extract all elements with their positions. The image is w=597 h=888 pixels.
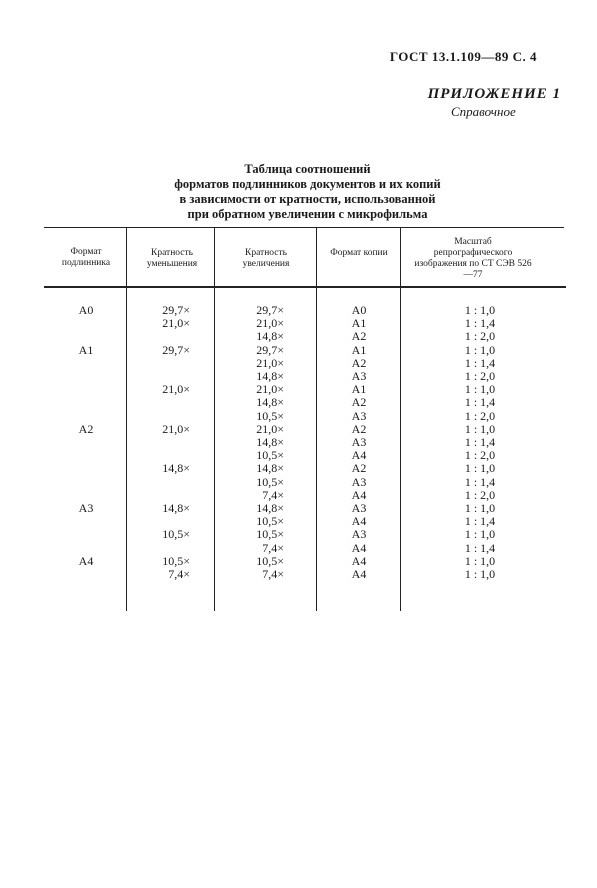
cell-scale: 1 : 2,0 xyxy=(464,329,496,344)
cell-enlargement-ratio: 10,5× xyxy=(256,527,284,542)
cell-enlargement-ratio: 29,7× xyxy=(256,303,284,317)
cell-copy-format: А4 xyxy=(351,540,367,555)
cell-enlargement-ratio: 21,0× xyxy=(256,355,284,370)
table-top-rule xyxy=(44,227,564,228)
cell-scale: 1 : 1,4 xyxy=(464,395,496,410)
cell-enlargement-ratio: 14,8× xyxy=(256,369,284,383)
cell-enlargement-ratio: 14,8× xyxy=(256,329,284,344)
cell-enlargement-ratio: 10,5× xyxy=(256,474,284,489)
cell-enlargement-ratio: 14,8× xyxy=(256,461,284,476)
cell-copy-format: А4 xyxy=(351,448,367,463)
appendix-title: ПРИЛОЖЕНИЕ 1 xyxy=(427,86,561,102)
column-divider-3 xyxy=(316,227,317,611)
cell-enlargement-ratio: 7,4× xyxy=(262,487,284,502)
cell-original-format: А3 xyxy=(78,501,94,515)
cell-copy-format: А2 xyxy=(351,461,367,476)
cell-scale: 1 : 1,0 xyxy=(464,421,496,436)
cell-copy-format: А4 xyxy=(351,553,367,568)
cell-reduction-ratio: 21,0× xyxy=(162,316,190,331)
cell-copy-format: А3 xyxy=(351,408,367,423)
table-title-line-4: при обратном увеличении с микрофильма xyxy=(187,207,428,221)
cell-scale: 1 : 1,0 xyxy=(464,303,496,317)
cell-enlargement-ratio: 21,0× xyxy=(256,316,284,331)
cell-enlargement-ratio: 10,5× xyxy=(256,408,284,423)
cell-enlargement-ratio: 14,8× xyxy=(256,395,284,410)
cell-enlargement-ratio: 29,7× xyxy=(256,342,284,357)
table-header-rule xyxy=(44,286,566,288)
col-header-original-format: Формат подлинника xyxy=(61,247,111,268)
cell-reduction-ratio: 21,0× xyxy=(162,382,190,397)
cell-scale: 1 : 2,0 xyxy=(464,448,496,463)
cell-reduction-ratio: 29,7× xyxy=(162,303,190,317)
cell-copy-format: А3 xyxy=(351,435,367,449)
col-header-scale: Масштаб репрографического изображения по СТ СЭВ 526—77 xyxy=(414,237,532,280)
cell-scale: 1 : 2,0 xyxy=(464,487,496,502)
cell-original-format: А0 xyxy=(78,303,94,317)
cell-copy-format: А3 xyxy=(351,527,367,542)
col-header-enlargement: Кратность увеличения xyxy=(242,248,290,269)
cell-copy-format: А2 xyxy=(351,355,367,370)
cell-original-format: А4 xyxy=(78,553,94,568)
cell-enlargement-ratio: 10,5× xyxy=(256,553,284,568)
cell-scale: 1 : 1,0 xyxy=(464,501,496,515)
cell-copy-format: А2 xyxy=(351,421,367,436)
table-title-line-2: форматов подлинников документов и их копий xyxy=(174,177,441,191)
cell-reduction-ratio: 29,7× xyxy=(162,342,190,357)
standard-header: ГОСТ 13.1.109—89 С. 4 xyxy=(389,49,537,64)
cell-enlargement-ratio: 10,5× xyxy=(256,514,284,529)
cell-reduction-ratio: 7,4× xyxy=(168,567,190,581)
cell-copy-format: А2 xyxy=(351,329,367,344)
cell-copy-format: А3 xyxy=(351,474,367,489)
cell-scale: 1 : 2,0 xyxy=(464,408,496,423)
cell-scale: 1 : 1,0 xyxy=(464,342,496,357)
cell-original-format: А2 xyxy=(78,421,94,436)
cell-copy-format: А2 xyxy=(351,395,367,410)
cell-reduction-ratio: 10,5× xyxy=(162,527,190,542)
cell-enlargement-ratio: 14,8× xyxy=(256,435,284,449)
cell-reduction-ratio: 14,8× xyxy=(162,461,190,476)
cell-enlargement-ratio: 7,4× xyxy=(262,567,284,581)
table-title-line-1: Таблица соотношений xyxy=(244,162,371,176)
cell-copy-format: А3 xyxy=(351,501,367,515)
cell-enlargement-ratio: 7,4× xyxy=(262,540,284,555)
cell-scale: 1 : 1,4 xyxy=(464,435,496,449)
cell-copy-format: А4 xyxy=(351,487,367,502)
cell-scale: 1 : 1,4 xyxy=(464,514,496,529)
cell-copy-format: А0 xyxy=(351,303,367,317)
column-divider-1 xyxy=(126,227,127,611)
cell-copy-format: А1 xyxy=(351,316,367,331)
cell-scale: 1 : 1,0 xyxy=(464,461,496,476)
cell-copy-format: А3 xyxy=(351,369,367,383)
cell-reduction-ratio: 14,8× xyxy=(162,501,190,515)
cell-enlargement-ratio: 21,0× xyxy=(256,382,284,397)
cell-scale: 1 : 1,0 xyxy=(464,567,496,581)
cell-scale: 1 : 1,4 xyxy=(464,316,496,331)
cell-reduction-ratio: 21,0× xyxy=(162,421,190,436)
cell-scale: 1 : 1,0 xyxy=(464,527,496,542)
cell-reduction-ratio: 10,5× xyxy=(162,553,190,568)
cell-copy-format: А1 xyxy=(351,382,367,397)
cell-scale: 1 : 1,0 xyxy=(464,553,496,568)
cell-copy-format: А4 xyxy=(351,514,367,529)
col-header-copy-format: Формат копии xyxy=(330,248,388,258)
column-divider-4 xyxy=(400,227,401,611)
cell-copy-format: А4 xyxy=(351,567,367,581)
table-title xyxy=(0,162,597,222)
cell-original-format: А1 xyxy=(78,342,94,357)
cell-scale: 1 : 1,4 xyxy=(464,355,496,370)
appendix-type: Справочное xyxy=(451,104,516,119)
cell-enlargement-ratio: 10,5× xyxy=(256,448,284,463)
cell-scale: 1 : 1,4 xyxy=(464,474,496,489)
table-title-line-3: в зависимости от кратности, использованной xyxy=(179,192,436,206)
cell-scale: 1 : 1,4 xyxy=(464,540,496,555)
cell-copy-format: А1 xyxy=(351,342,367,357)
cell-enlargement-ratio: 14,8× xyxy=(256,501,284,515)
cell-enlargement-ratio: 21,0× xyxy=(256,421,284,436)
cell-scale: 1 : 1,0 xyxy=(464,382,496,397)
cell-scale: 1 : 2,0 xyxy=(464,369,496,383)
col-header-reduction: Кратность уменьшения xyxy=(146,248,198,269)
